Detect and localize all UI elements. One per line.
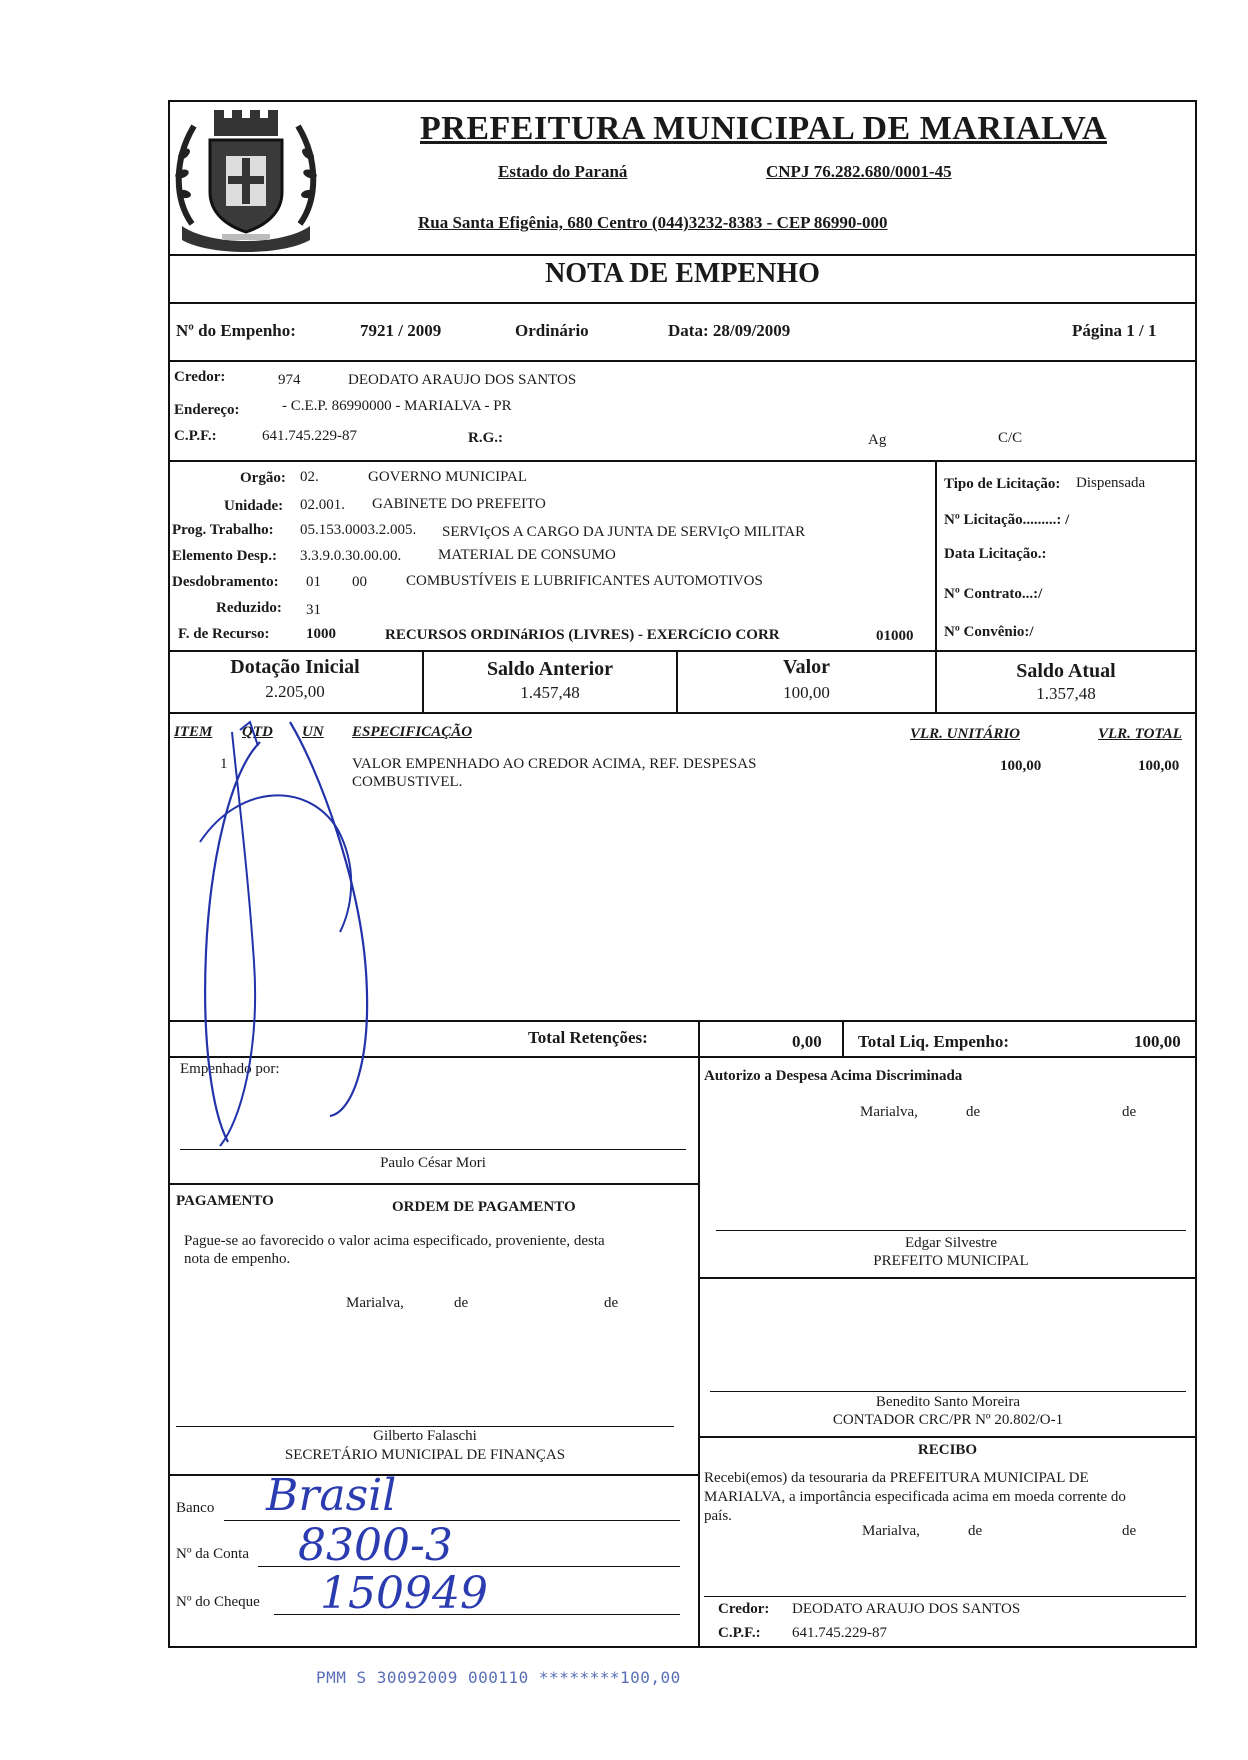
saldo-anterior-value: 1.457,48 — [520, 683, 580, 702]
credor-code: 974 — [278, 372, 301, 388]
empenho-number-label: Nº do Empenho: — [176, 321, 296, 340]
conta-label: Nº da Conta — [176, 1546, 249, 1562]
bank-validation-stamp: PMM S 30092009 000110 ********100,00 — [316, 1668, 681, 1687]
recurso-code2: 01000 — [876, 628, 914, 644]
cpf-label: C.P.F.: — [174, 428, 217, 444]
saldo-anterior-label: Saldo Anterior — [486, 658, 614, 680]
cheque-label: Nº do Cheque — [176, 1594, 260, 1610]
desdobramento-code2: 00 — [352, 574, 367, 590]
cc-label: C/C — [998, 430, 1023, 446]
orgao-label: Orgão: — [240, 470, 286, 486]
handwritten-signature — [170, 712, 410, 1152]
unidade-label: Unidade: — [224, 498, 284, 514]
recibo-text-line2: MARIALVA, a importância especificada acima em moeda corrente do — [704, 1489, 1126, 1505]
autorizo-label: Autorizo a Despesa Acima Discriminada — [704, 1068, 963, 1084]
cheque-value: 150949 — [320, 1568, 488, 1619]
item-column-header: ITEM — [174, 724, 213, 740]
total-liquido-value: 100,00 — [1134, 1032, 1181, 1051]
pagamento-text-line1: Pague-se ao favorecido o valor acima especificado, proveniente, desta — [184, 1233, 605, 1249]
tipo-licitacao-label: Tipo de Licitação: — [944, 476, 1061, 492]
valor-value: 100,00 — [783, 683, 830, 702]
banco-label: Banco — [176, 1500, 215, 1516]
municipal-coat-of-arms-logo — [170, 104, 322, 254]
tipo-licitacao-value: Dispensada — [1076, 475, 1146, 491]
empenho-number: 7921 / 2009 — [360, 321, 442, 340]
especificacao-column-header: ESPECIFICAÇÃO — [352, 724, 473, 740]
empenhado-por-label: Empenhado por: — [180, 1061, 280, 1077]
item-number: 1 — [220, 756, 228, 772]
elemento-code: 3.3.9.0.30.00.00. — [300, 548, 402, 564]
desdobramento-code1: 01 — [306, 574, 321, 590]
pagamento-city: Marialva, — [346, 1295, 404, 1311]
item-specification-line1: VALOR EMPENHADO AO CREDOR ACIMA, REF. DESPESAS — [352, 756, 757, 772]
vlr-unitario-column-header: VLR. UNITÁRIO — [910, 726, 1021, 742]
state-label: Estado do Paraná — [498, 162, 628, 181]
saldo-atual-value: 1.357,48 — [1036, 684, 1096, 703]
item-unit-value: 100,00 — [1000, 758, 1042, 774]
vlr-total-column-header: VLR. TOTAL — [1098, 726, 1182, 742]
credor-cpf: 641.745.229-87 — [262, 428, 357, 444]
data-licitacao: Data Licitação.: — [944, 546, 1047, 562]
conta-value: 8300-3 — [298, 1520, 453, 1571]
secretario-title: SECRETÁRIO MUNICIPAL DE FINANÇAS — [284, 1447, 566, 1463]
banco-value: Brasil — [266, 1470, 397, 1521]
recurso-code: 1000 — [306, 626, 336, 642]
desdobramento-label: Desdobramento: — [172, 574, 279, 590]
empenho-date: Data: 28/09/2009 — [668, 321, 791, 340]
contador-title: CONTADOR CRC/PR Nº 20.802/O-1 — [832, 1412, 1064, 1428]
numero-convenio: Nº Convênio:/ — [944, 624, 1034, 640]
recibo-city: Marialva, — [862, 1523, 920, 1539]
total-liquido-label: Total Liq. Empenho: — [858, 1032, 1009, 1051]
empenhado-por-name: Paulo César Mori — [380, 1155, 486, 1171]
recibo-cpf-label: C.P.F.: — [718, 1625, 761, 1641]
total-retencoes-label: Total Retenções: — [528, 1028, 648, 1047]
qtd-column-header: QTD — [242, 724, 273, 740]
ag-label: Ag — [868, 432, 887, 448]
address-label: Rua Santa Efigênia, 680 Centro (044)3232-8383 - CEP 86990-000 — [418, 213, 888, 232]
credor-label: Credor: — [174, 369, 226, 385]
cnpj-label: CNPJ 76.282.680/0001-45 — [766, 162, 952, 181]
numero-contrato: Nº Contrato...:/ — [944, 586, 1043, 602]
pagamento-de-1: de — [454, 1295, 469, 1311]
secretario-name: Gilberto Falaschi — [373, 1428, 477, 1444]
prefeito-title: PREFEITO MUNICIPAL — [873, 1253, 1029, 1269]
recibo-text-line3: país. — [704, 1508, 732, 1524]
reduzido-value: 31 — [306, 602, 321, 618]
credor-name: DEODATO ARAUJO DOS SANTOS — [348, 372, 577, 388]
empenho-type: Ordinário — [515, 321, 589, 340]
dotacao-inicial-label: Dotação Inicial — [230, 656, 360, 678]
recurso-name: RECURSOS ORDINáRIOS (LIVRES) - EXERCíCIO CORR — [385, 627, 780, 643]
orgao-code: 02. — [300, 469, 319, 485]
valor-label: Valor — [782, 656, 831, 678]
recibo-de-1: de — [968, 1523, 983, 1539]
recibo-credor-label: Credor: — [718, 1601, 770, 1617]
municipality-title: PREFEITURA MUNICIPAL DE MARIALVA — [420, 110, 1107, 147]
un-column-header: UN — [302, 724, 324, 740]
elemento-name: MATERIAL DE CONSUMO — [438, 547, 616, 563]
recibo-text-line1: Recebi(emos) da tesouraria da PREFEITURA MUNICIPAL DE — [704, 1470, 1089, 1486]
address-label: Endereço: — [174, 402, 240, 418]
dotacao-inicial-value: 2.205,00 — [265, 682, 325, 701]
page-number: Página 1 / 1 — [1072, 321, 1157, 340]
autorizo-city: Marialva, — [860, 1104, 918, 1120]
contador-name: Benedito Santo Moreira — [875, 1394, 1021, 1410]
prefeito-name: Edgar Silvestre — [904, 1235, 998, 1251]
ordem-pagamento-label: ORDEM DE PAGAMENTO — [392, 1199, 576, 1215]
rg-label: R.G.: — [468, 430, 503, 446]
total-retencoes-value: 0,00 — [792, 1032, 822, 1051]
pagamento-text-line2: nota de empenho. — [184, 1251, 291, 1267]
recibo-de-2: de — [1122, 1523, 1137, 1539]
item-specification-line2: COMBUSTIVEL. — [352, 774, 463, 790]
recurso-label: F. de Recurso: — [178, 626, 270, 642]
orgao-name: GOVERNO MUNICIPAL — [368, 469, 528, 485]
autorizo-de-2: de — [1122, 1104, 1137, 1120]
credor-address: - C.E.P. 86990000 - MARIALVA - PR — [282, 398, 512, 414]
pagamento-de-2: de — [604, 1295, 619, 1311]
prog-trabalho-label: Prog. Trabalho: — [172, 522, 274, 538]
prog-trabalho-code: 05.153.0003.2.005. — [300, 522, 417, 538]
unidade-code: 02.001. — [300, 497, 345, 513]
reduzido-label: Reduzido: — [216, 600, 282, 616]
saldo-atual-label: Saldo Atual — [1016, 660, 1116, 682]
elemento-label: Elemento Desp.: — [172, 548, 277, 564]
recibo-cpf-value: 641.745.229-87 — [792, 1625, 887, 1641]
recibo-credor-name: DEODATO ARAUJO DOS SANTOS — [792, 1601, 1021, 1617]
item-total-value: 100,00 — [1138, 758, 1180, 774]
numero-licitacao: Nº Licitação.........: / — [944, 512, 1070, 528]
document-title: NOTA DE EMPENHO — [545, 258, 820, 289]
pagamento-label: PAGAMENTO — [176, 1193, 274, 1209]
recibo-label: RECIBO — [917, 1442, 978, 1458]
unidade-name: GABINETE DO PREFEITO — [372, 496, 546, 512]
prog-trabalho-name: SERVIçOS A CARGO DA JUNTA DE SERVIçO MILITAR — [442, 524, 806, 540]
desdobramento-name: COMBUSTÍVEIS E LUBRIFICANTES AUTOMOTIVOS — [406, 573, 763, 589]
autorizo-de-1: de — [966, 1104, 981, 1120]
